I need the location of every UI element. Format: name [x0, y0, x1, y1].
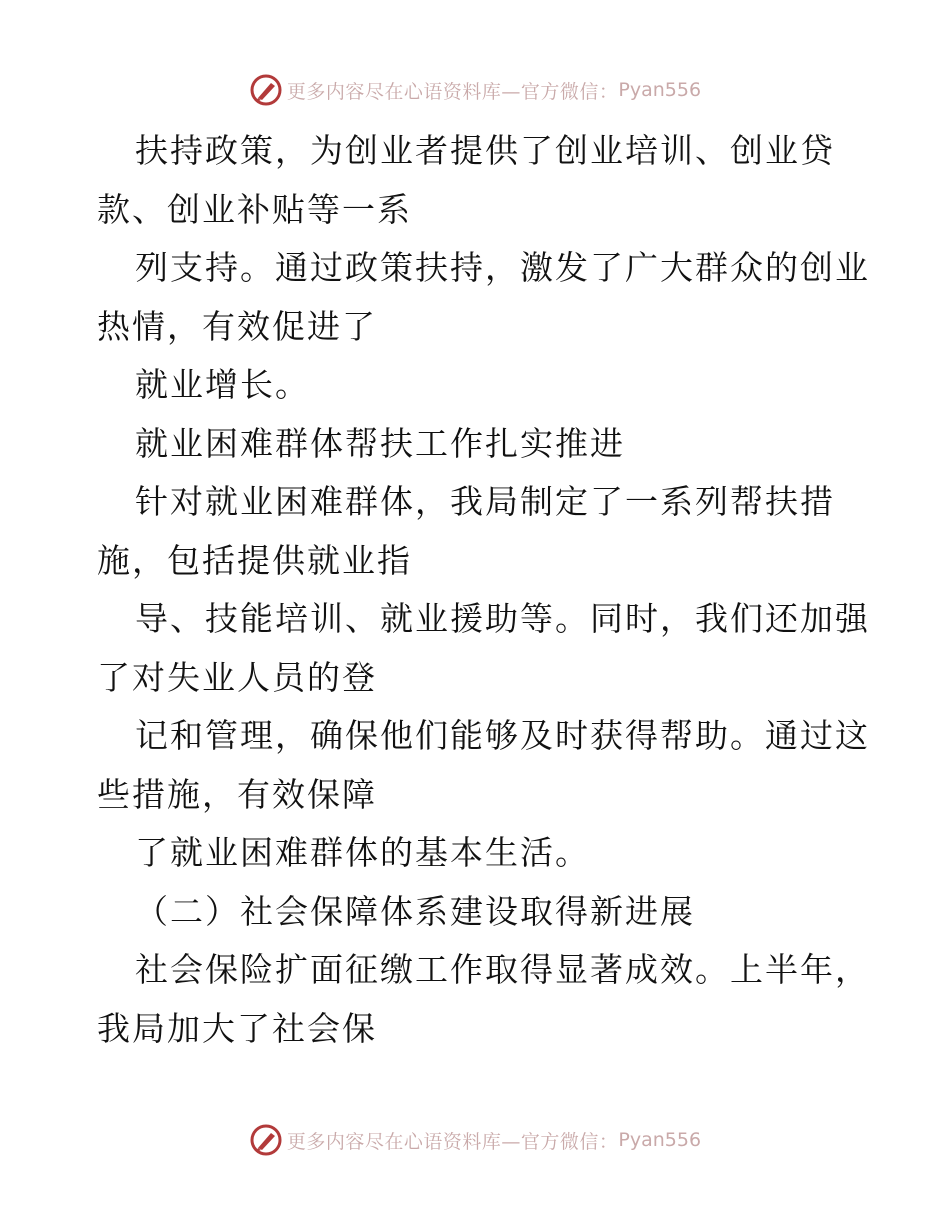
body-line: 导、技能培训、就业援助等。同时，我们还加强	[135, 599, 870, 638]
body-line: 热情，有效促进了	[97, 306, 377, 346]
body-line: 社会保险扩面征缴工作取得显著成效。上半年，	[135, 950, 870, 989]
watermark-wechat-id: Pyan556	[618, 79, 702, 101]
pen-circle-icon	[249, 73, 283, 107]
body-line: 我局加大了社会保	[97, 1008, 377, 1048]
page-header-watermark	[0, 70, 950, 110]
watermark-wechat-id: Pyan556	[618, 1129, 702, 1151]
pen-circle-icon	[249, 1123, 283, 1157]
body-line: 扶持政策，为创业者提供了创业培训、创业贷	[135, 131, 835, 170]
section-heading: 就业困难群体帮扶工作扎实推进	[135, 423, 625, 463]
page-footer-watermark	[0, 1120, 950, 1160]
body-line: 针对就业困难群体，我局制定了一系列帮扶措	[135, 482, 835, 521]
watermark-text: 更多内容尽在心语资料库—官方微信：	[286, 80, 619, 103]
section-heading: （二）社会保障体系建设取得新进展	[135, 891, 695, 931]
body-line: 就业增长。	[135, 365, 310, 404]
body-line: 了对失业人员的登	[97, 657, 377, 697]
body-line: 施，包括提供就业指	[97, 540, 412, 580]
body-line: 款、创业补贴等一系	[97, 189, 412, 229]
watermark-text: 更多内容尽在心语资料库—官方微信：	[286, 1130, 619, 1153]
body-line: 了就业困难群体的基本生活。	[135, 833, 590, 872]
body-line: 些措施，有效保障	[97, 774, 377, 814]
document-body	[97, 122, 870, 1058]
body-line: 列支持。通过政策扶持，激发了广大群众的创业	[135, 248, 870, 287]
body-line: 记和管理，确保他们能够及时获得帮助。通过这	[135, 716, 870, 755]
